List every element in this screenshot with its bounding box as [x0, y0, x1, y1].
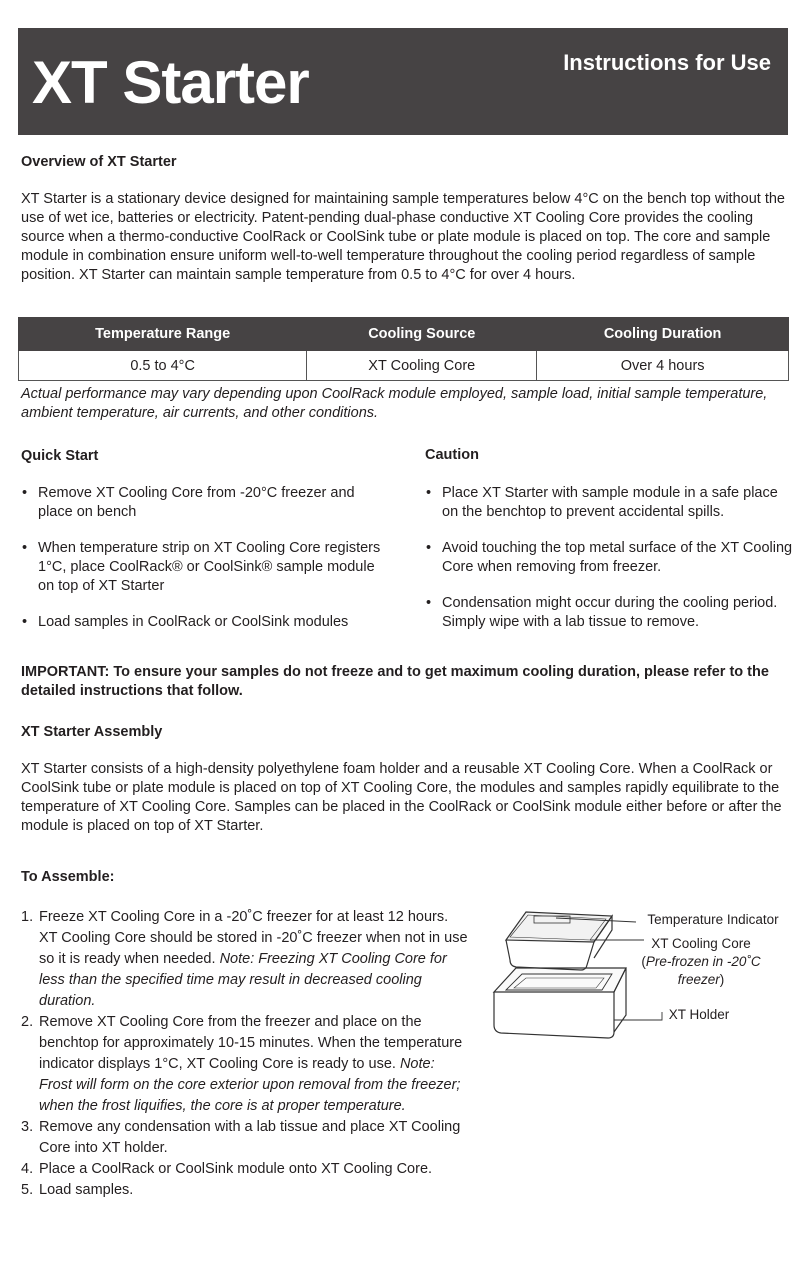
spec-header-duration: Cooling Duration: [537, 318, 789, 351]
list-item: 3. Remove any condensation with a lab tissue and place XT Cooling Core into XT holder.: [21, 1119, 461, 1156]
list-item: • When temperature strip on XT Cooling Core registers 1°C, place CoolRack® or CoolSink® sample module on top of XT Starter: [22, 540, 381, 594]
list-item: • Condensation might occur during the cooling period. Simply wipe with a lab tissue to remove.: [426, 595, 778, 630]
label-temperature-indicator: Temperature Indicator: [647, 912, 779, 927]
label-core-note: Pre-frozen in -20˚C freezer: [645, 954, 761, 987]
caution-list: [425, 484, 793, 649]
list-item: 2. Remove XT Cooling Core from the freezer and place on the benchtop for approximately 10-15 minutes. When the temperature indicator displays 1°C, XT Cooling Core is ready to use. Note: Frost will form on the core exterior upon removal from the freezer; when the frost liquifies, the core is at proper temperature.: [21, 1014, 463, 1114]
overview-body: XT Starter is a stationary device designed for maintaining sample temperatures below 4°C on the bench top without the use of wet ice, batteries or electricity. Patent-pending dual-phase conductive XT Cooling Core provides the cooling source when a thermo-conductive CoolRack or CoolSink tube or plate module is placed on top. The core and sample module in combination ensure uniform well-to-well temperature throughout the cooling period regardless of sample position. XT Starter can maintain sample temperature from 0.5 to 4°C for over 4 hours.: [21, 191, 785, 283]
assemble-steps: [21, 907, 469, 1201]
spec-value-source: XT Cooling Core: [307, 351, 537, 381]
assembly-body: XT Starter consists of a high-density polyethylene foam holder and a reusable XT Cooling Core. When a CoolRack or CoolSink tube or plate module is placed on top of XT Cooling Core, the modules and samples rapidly equilibrate to the temperature of XT Cooling Core. Samples can be placed in the CoolRack or CoolSink module either before or after the module is placed on top of XT Starter.: [21, 761, 782, 834]
important-notice: IMPORTANT: To ensure your samples do not freeze and to get maximum cooling duration, please refer to the detailed instructions that follow.: [21, 664, 769, 699]
spec-value-temperature: 0.5 to 4°C: [19, 351, 307, 381]
list-item: • Remove XT Cooling Core from -20°C freezer and place on bench: [22, 485, 355, 520]
overview-heading: Overview of XT Starter: [21, 154, 177, 170]
list-item: 1. Freeze XT Cooling Core in a -20˚C freezer for at least 12 hours. XT Cooling Core should be stored in -20˚C freezer when not in use so it is ready when needed. Note: Freezing XT Cooling Core for less than the specified time may result in decreased cooling duration.: [21, 909, 468, 1009]
quick-start-list: [21, 484, 381, 649]
list-item: • Place XT Starter with sample module in a safe place on the benchtop to prevent accidental spills.: [426, 485, 778, 520]
label-xt-holder: XT Holder: [668, 1007, 730, 1022]
page-title: XT Starter: [32, 49, 309, 116]
list-item: 4. Place a CoolRack or CoolSink module onto XT Cooling Core.: [21, 1161, 433, 1177]
spec-header-row: [19, 318, 789, 351]
label-core-note-open: (: [641, 954, 646, 969]
label-cooling-core: [636, 935, 766, 989]
label-core-note-close: ): [719, 972, 725, 987]
spec-value-duration: Over 4 hours: [537, 351, 789, 381]
assemble-heading: To Assemble:: [21, 869, 115, 885]
header-banner: [18, 28, 788, 135]
quick-start-heading: Quick Start: [21, 448, 99, 464]
list-item: • Load samples in CoolRack or CoolSink modules: [22, 614, 349, 630]
caution-heading: Caution: [425, 447, 479, 463]
spec-table: [18, 317, 789, 381]
spec-value-row: [19, 351, 789, 381]
page-subtitle: Instructions for Use: [563, 50, 771, 75]
label-cooling-core-name: XT Cooling Core: [651, 936, 751, 951]
assembly-heading: XT Starter Assembly: [21, 724, 163, 740]
list-item: • Avoid touching the top metal surface of the XT Cooling Core when removing from freezer.: [426, 540, 793, 575]
xt-starter-diagram: [486, 900, 786, 1050]
list-item: 5. Load samples.: [21, 1182, 134, 1198]
spec-header-temperature: Temperature Range: [19, 318, 307, 351]
performance-note: Actual performance may vary depending upon CoolRack module employed, sample load, initial sample temperature, ambient temperature, air currents, and other conditions.: [21, 386, 768, 421]
spec-header-source: Cooling Source: [307, 318, 537, 351]
